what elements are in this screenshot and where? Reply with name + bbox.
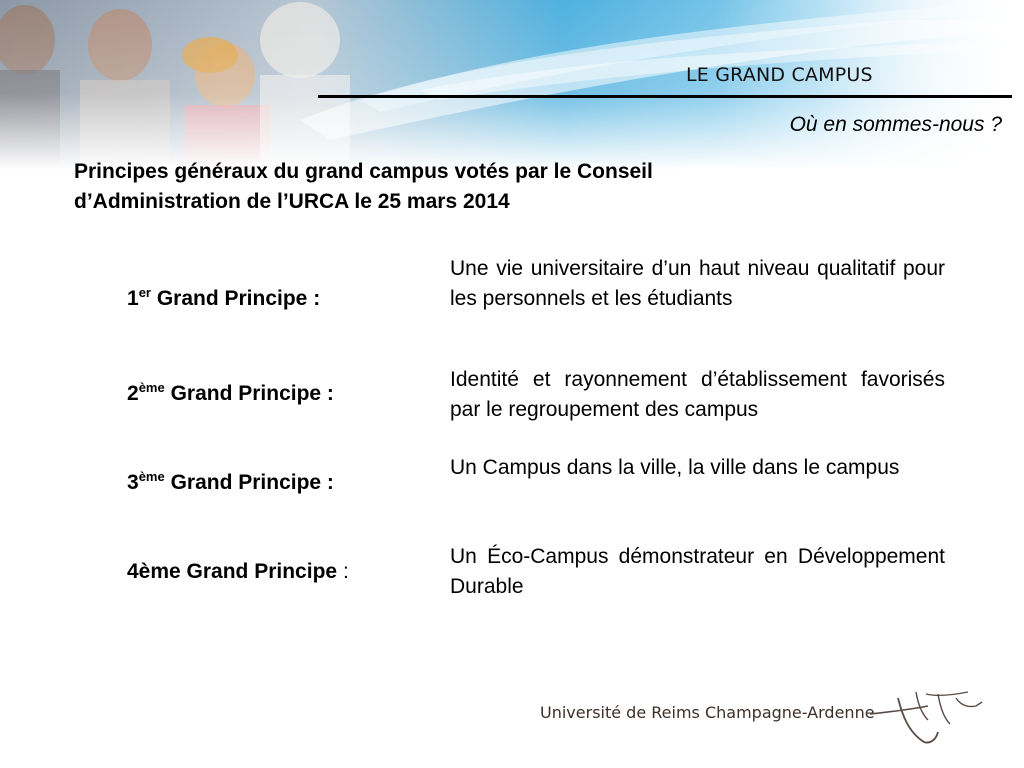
principle-4-text: Un Éco-Campus démonstrateur en Développement Durable bbox=[450, 545, 945, 598]
principle-1-title: Grand Principe : bbox=[156, 287, 321, 310]
principle-4-colon: : bbox=[342, 560, 349, 583]
principle-3-title: Grand Principe : bbox=[170, 471, 334, 494]
principle-2-suffix: ème bbox=[138, 380, 165, 395]
header-title: LE GRAND CAMPUS bbox=[686, 64, 873, 86]
subtitle: Où en sommes-nous ? bbox=[789, 113, 1002, 136]
page-title-line-2: d’Administration de l’URCA le 25 mars 2014 bbox=[74, 190, 510, 213]
header-divider bbox=[318, 95, 1012, 98]
university-name: Université de Reims Champagne-Ardenne bbox=[540, 703, 875, 722]
principle-2-text: Identité et rayonnement d’établissement favorisés par le regroupement des campus bbox=[450, 368, 945, 421]
page-title-line-1: Principes généraux du grand campus votés par le Conseil bbox=[74, 160, 653, 183]
principle-1-suffix: er bbox=[138, 285, 151, 300]
principle-3-number: 3 bbox=[127, 471, 139, 494]
principle-4-title: 4ème Grand Principe bbox=[127, 560, 338, 583]
principle-4-label bbox=[127, 560, 349, 584]
principle-1-text: Une vie universitaire d’un haut niveau qualitatif pour les personnels et les étudiants bbox=[450, 257, 945, 310]
principle-2-label bbox=[127, 382, 334, 406]
principle-3-label bbox=[127, 471, 334, 495]
urca-logo-icon bbox=[868, 684, 988, 751]
page-title bbox=[74, 157, 834, 217]
principle-3-suffix: ème bbox=[138, 469, 165, 484]
principle-1-number: 1 bbox=[127, 287, 139, 310]
principle-1-label bbox=[127, 287, 320, 311]
principle-3-text: Un Campus dans la ville, la ville dans le campus bbox=[450, 456, 900, 479]
principle-2-number: 2 bbox=[127, 382, 139, 405]
principle-2-title: Grand Principe : bbox=[170, 382, 334, 405]
